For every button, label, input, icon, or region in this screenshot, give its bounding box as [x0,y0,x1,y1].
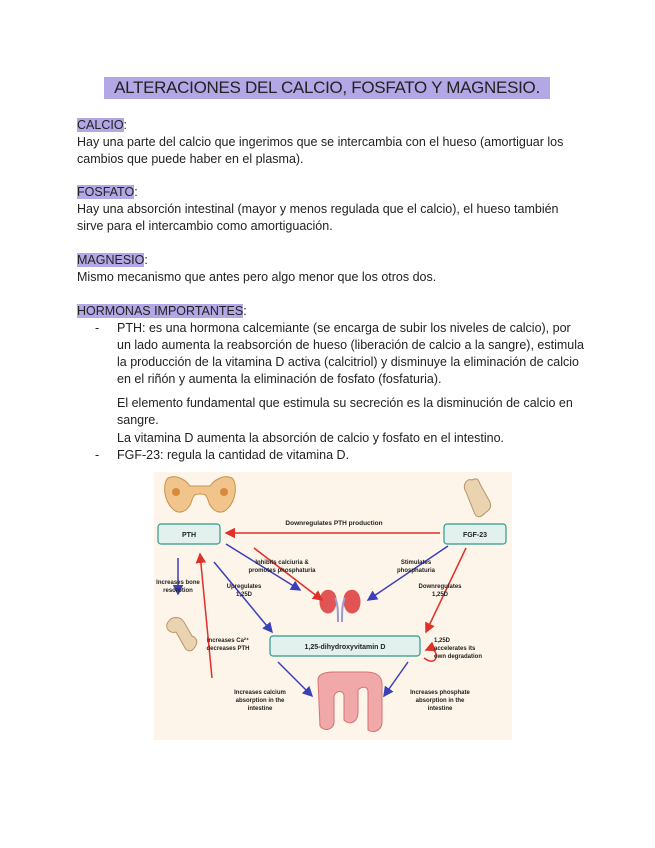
heading-magnesio-label: MAGNESIO [77,253,145,267]
label-downregulates-2: 1,25D [431,592,449,598]
label-upregulates-1: Upregulates [226,584,262,590]
label-ca-1: Increases Ca²⁺ [206,638,250,644]
heading-fosfato-label: FOSFATO [77,185,135,199]
label-bone-1: Increases bone [156,580,200,586]
fgf23-box-label: FGF-23 [462,532,488,539]
vitamin-d-box-label: 1,25-dihydroxyvitamin D [304,644,386,651]
vitamin-d-box [270,636,420,656]
label-accel-1: 1,25D [434,638,451,644]
bullet-pth: PTH: es una hormona calcemiante (se encarga de subir los niveles de calcio), por un lado aumenta la reabsorción de hueso (liberación de calcio a la sangre), estimula la producción de la vitamina D activa (calcitriol) y disminuye la eliminación de calcio en el riñón y aumenta la eliminación de fosfato (fosfaturia). [117,321,584,386]
label-inhibits-2: promotes phosphaturia [248,568,316,574]
paragraph-fosfato: Hay una absorción intestinal (mayor y menos regulada que el calcio), el hueso también sirve para el intercambio como amortiguación. [77,202,559,233]
label-downregulates-pth: Downregulates PTH production [285,520,383,527]
pth-box-label: PTH [182,532,196,539]
heading-calcio-label: CALCIO [77,118,124,132]
label-phos-abs-2: absorption in the [415,698,465,704]
label-calc-abs-1: Increases calcium [234,690,286,696]
bullet-dash-fgf: - [95,448,100,462]
hormone-regulation-diagram [154,472,512,740]
fgf23-box [444,524,506,544]
bullet-fgf23: FGF-23: regula la cantidad de vitamina D. [117,448,350,462]
pth-box [158,524,220,544]
label-phos-abs-3: intestine [427,706,453,712]
label-stimulates-2: phosphaturia [396,568,436,574]
section-heading-fosfato: FOSFATO: [77,185,138,199]
label-accel-3: own degradation [434,654,482,660]
label-upregulates-2: 1,25D [235,592,253,598]
label-accel-2: accelerates its [434,646,476,652]
section-heading-magnesio: MAGNESIO: [77,253,148,267]
label-ca-2: decreases PTH [206,646,250,652]
label-phos-abs-1: Increases phosphate [410,690,470,696]
paragraph-magnesio: Mismo mecanismo que antes pero algo menor que los otros dos. [77,270,437,284]
pth-note-secretion: El elemento fundamental que estimula su secreción es la disminución de calcio en sangre. [117,396,573,427]
label-calc-abs-2: absorption in the [235,698,285,704]
label-bone-2: resorption [163,588,193,594]
section-heading-hormonas: HORMONAS IMPORTANTES: [77,304,247,318]
section-heading-calcio: CALCIO: [77,118,128,132]
bullet-dash-pth: - [95,321,100,335]
label-inhibits-1: Inhibits calciuria & [255,560,309,566]
intestine-icon [318,672,382,732]
page-title: ALTERACIONES DEL CALCIO, FOSFATO Y MAGNESIO. [104,77,550,99]
pth-note-vitamin-d: La vitamina D aumenta la absorción de calcio y fosfato en el intestino. [117,431,505,445]
heading-hormonas-label: HORMONAS IMPORTANTES [77,304,244,318]
paragraph-calcio: Hay una parte del calcio que ingerimos que se intercambia con el hueso (amortiguar los cambios que puede haber en el plasma). [77,135,564,166]
label-calc-abs-3: intestine [247,706,273,712]
label-stimulates-1: Stimulates [400,560,432,566]
label-downregulates-1: Downregulates [418,584,462,590]
